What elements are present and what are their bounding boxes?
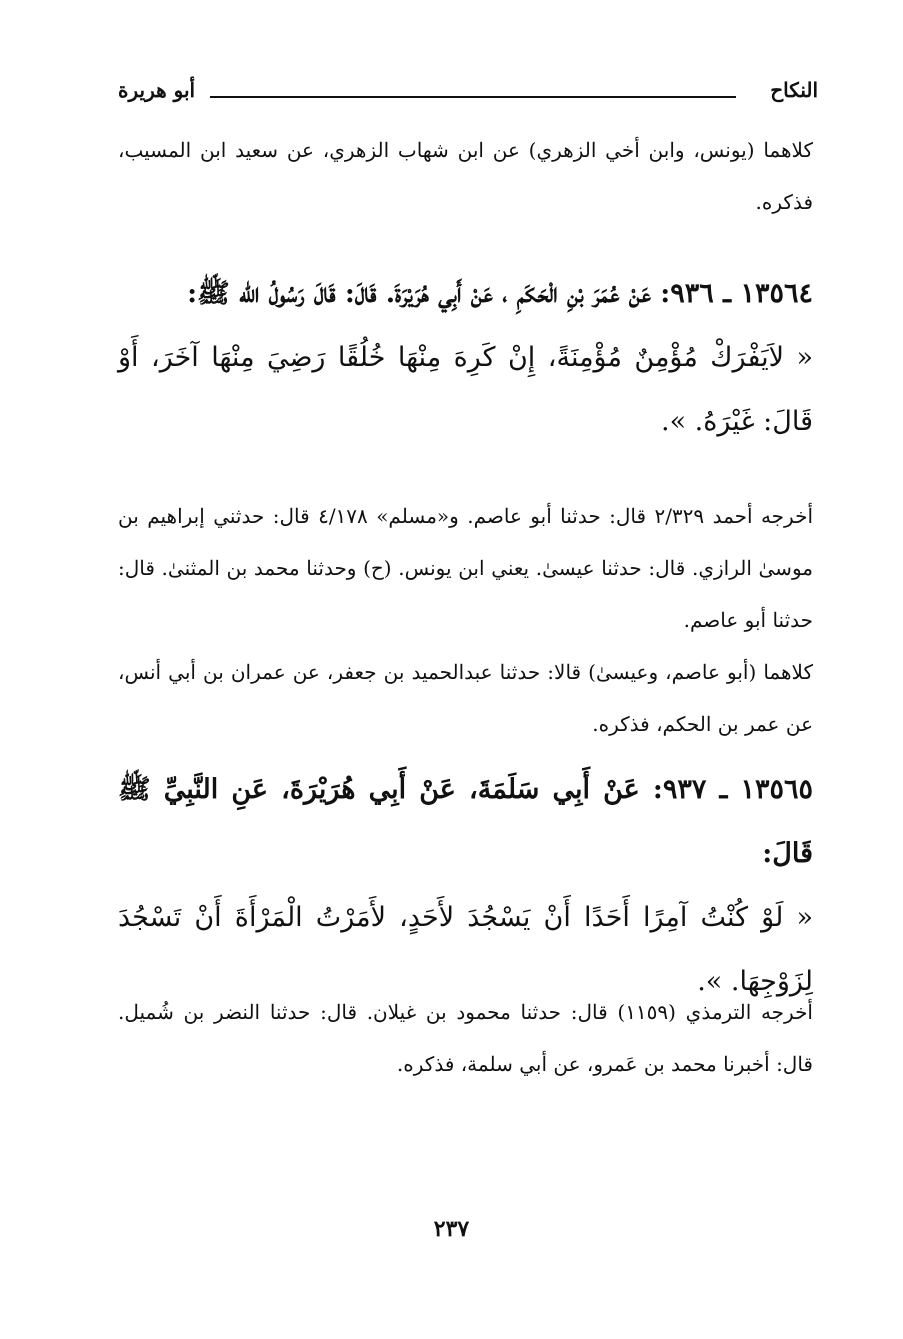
source-paragraph: أخرجه أحمد ٢/٣٢٩ قال: حدثنا أبو عاصم. و«مسلم» ٤/١٧٨ قال: حدثني إبراهيم بن موسىٰ الرازي. قال: حدثنا عيسىٰ. يعني ابن يونس. (ح) وحدثنا محمد بن المثنىٰ. قال: حدثنا أبو عاصم.	[118, 504, 813, 632]
narrator-title: أبو هريرة	[118, 78, 196, 102]
takhrij-13564	[118, 490, 813, 750]
running-header	[118, 74, 818, 110]
page-number: ٢٣٧	[433, 1216, 470, 1242]
source-paragraph: كلاهما (أبو عاصم، وعيسىٰ) قالا: حدثنا عبدالحميد بن جعفر، عن عمران بن أبي أنس، عن عمر بن الحكم، فذكره.	[118, 660, 813, 736]
continuation-paragraph	[118, 124, 813, 228]
hadith-heading: ١٣٥٦٤ ـ ٩٣٦: عَنْ عُمَرَ بْنِ الْحَكَمِ ، عَنْ أَبِي هُرَيْرَةَ. قَالَ: قَالَ رَسُولُ الله ﷺ:	[187, 278, 813, 309]
hadith-text: « لَوْ كُنْتُ آمِرًا أَحَدًا أَنْ يَسْجُدَ لأَحَدٍ، لأَمَرْتُ الْمَرْأَةَ أَنْ تَسْجُدَ لِزَوْجِهَا. ».	[118, 902, 813, 997]
takhrij-13565	[118, 986, 813, 1090]
source-paragraph: أخرجه الترمذي (١١٥٩) قال: حدثنا محمود بن غيلان. قال: حدثنا النضر بن شُميل. قال: أخبرنا محمد بن عَمرو، عن أبي سلمة، فذكره.	[118, 1000, 813, 1076]
hadith-entry-13565	[118, 758, 813, 1014]
hadith-entry-13564	[118, 262, 813, 454]
hadith-heading: ١٣٥٦٥ ـ ٩٣٧: عَنْ أَبِي سَلَمَةَ، عَنْ أَبِي هُرَيْرَةَ، عَنِ النَّبِيِّ ﷺ قَالَ:	[118, 774, 813, 869]
header-rule	[210, 96, 736, 98]
continuation-text: كلاهما (يونس، وابن أخي الزهري) عن ابن شهاب الزهري، عن سعيد ابن المسيب، فذكره.	[118, 138, 813, 214]
chapter-title: النكاح	[770, 78, 818, 102]
hadith-text: « لاَيَفْرَكْ مُؤْمِنٌ مُؤْمِنَةً، إِنْ كَرِهَ مِنْهَا خُلُقًا رَضِيَ مِنْهَا آخَرَ، أَوْ قَالَ: غَيْرَهُ. ».	[118, 342, 813, 437]
